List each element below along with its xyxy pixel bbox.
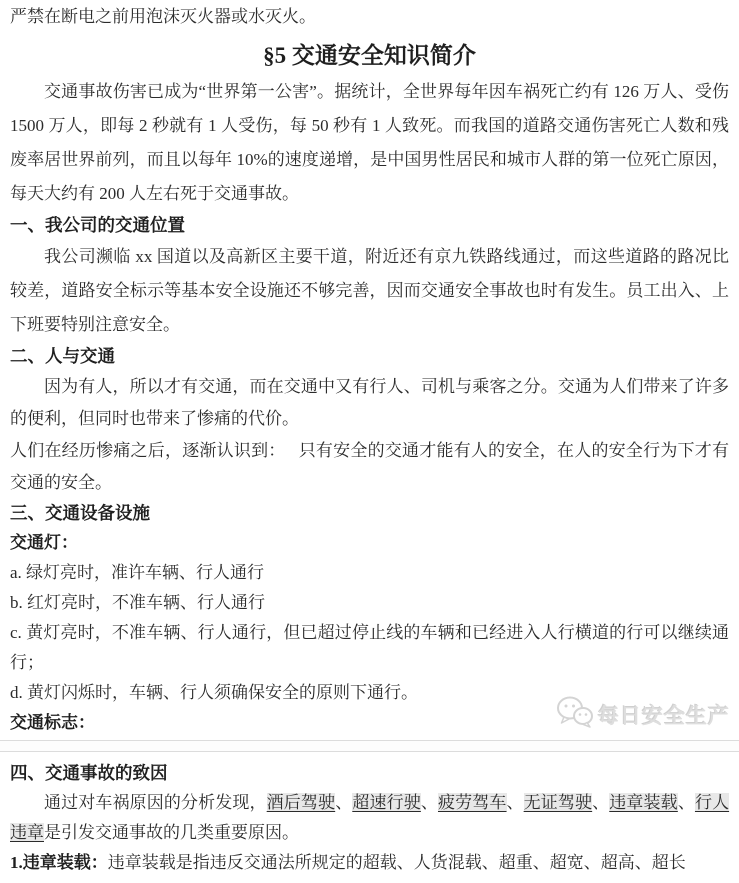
term-separator: 、 — [506, 793, 524, 812]
section-2-paragraph-1: 因为有人，所以才有交通，而在交通中又有行人、司机与乘客之分。交通为人们带来了许多的便利，但同时也带来了惨痛的代价。 — [10, 377, 729, 428]
document-title: §5 交通安全知识简介 — [263, 43, 476, 68]
term-separator: 、 — [335, 793, 353, 812]
section-2-paragraph-2: 人们在经历惨痛之后，逐渐认识到： 只有安全的交通才能有人的安全，在人的安全行为下才有交通的安全。 — [10, 441, 729, 492]
traffic-signs-label: 交通标志： — [10, 713, 95, 732]
highlighted-term: 超速行驶 — [352, 793, 421, 812]
traffic-light-rule-d: d. 黄灯闪烁时，车辆、行人须确保安全的原则下通行。 — [10, 683, 418, 702]
highlighted-term: 行人违章 — [10, 793, 730, 842]
traffic-lights-label: 交通灯： — [10, 533, 78, 552]
highlighted-term: 疲劳驾车 — [437, 793, 507, 812]
term-separator: 、 — [420, 793, 438, 812]
page-break-divider — [0, 740, 739, 752]
highlighted-term: 无证驾驶 — [523, 793, 593, 812]
prev-page-tail-line: 严禁在断电之前用泡沫灭火器或水灭火。 — [10, 7, 316, 26]
watermark-text: 每日安全生产 — [598, 704, 730, 728]
traffic-light-rule-c: c. 黄灯亮时，不准车辆、行人通行，但已超过停止线的车辆和已经进入人行横道的行可以继续通行； — [10, 623, 729, 672]
section-1-paragraph: 我公司濒临 xx 国道以及高新区主要干道，附近还有京九铁路线通过，而这些道路的路况比较差，道路安全标示等基本安全设施还不够完善，因而交通安全事故也时有发生。员工出入、上下班要特别注意安全。 — [10, 247, 729, 334]
violation-loading-item — [10, 848, 729, 878]
cause-suffix: 是引发交通事故的几类重要原因。 — [44, 823, 299, 842]
violation-loading-text: 违章装载是指违反交通法所规定的超载、人货混载、超重、超宽、超高、超长 — [107, 853, 686, 872]
term-separator: 、 — [677, 793, 695, 812]
term-separator: 、 — [592, 793, 610, 812]
traffic-light-rule-b: b. 红灯亮时，不准车辆、行人通行 — [10, 593, 265, 612]
highlighted-term: 酒后驾驶 — [266, 793, 336, 812]
section-2-heading: 二、人与交通 — [10, 346, 115, 366]
intro-paragraph: 交通事故伤害已成为“世界第一公害”。据统计，全世界每年因车祸死亡约有 126 万人、受伤 1500 万人，即每 2 秒就有 1 人受伤，每 50 秒有 1 人致死。而我国的道路交通伤害死亡人数和残废率居世界前列，而且以每年 10%的速度递增，是中国男性居民和城市人群的第一位死亡原因，每天大约有 200 人左右死于交通事故。 — [10, 82, 729, 203]
traffic-light-rule-a: a. 绿灯亮时，准许车辆、行人通行 — [10, 563, 265, 582]
section-4-heading: 四、交通事故的致因 — [10, 763, 168, 783]
accident-causes-paragraph — [10, 788, 729, 848]
section-3-heading: 三、交通设备设施 — [10, 503, 150, 523]
section-1-heading: 一、我公司的交通位置 — [10, 215, 185, 235]
highlighted-term: 违章装载 — [609, 793, 678, 812]
cause-prefix: 通过对车祸原因的分析发现， — [44, 793, 267, 812]
violation-loading-label: 1.违章装载： — [10, 853, 108, 872]
